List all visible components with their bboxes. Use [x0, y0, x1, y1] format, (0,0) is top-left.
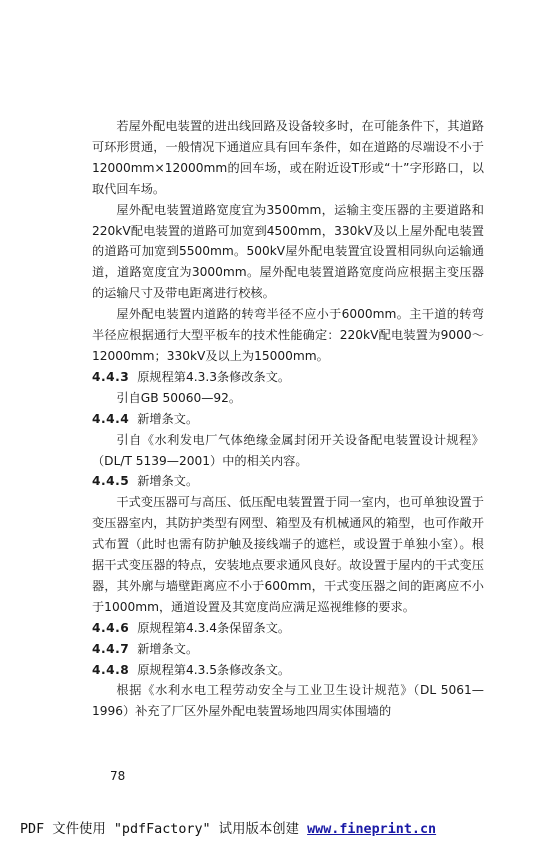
page-number: 78 [110, 769, 126, 783]
paragraph-dry-transformer: 干式变压器可与高压、低压配电装置置于同一室内，也可单独设置于变压器室内，其防护类型有网型、箱型及有机械通风的箱型，也可作敞开式布置（此时也需有防护触及接线端子的遮栏，或设置于单独小室）。根据干式变压器的特点，安装地点要求通风良好。故设置于屋内的干式变压器，其外廓与墙壁距离应不小于600mm，干式变压器之间的距离应不小于1000mm，通道设置及其宽度尚应满足巡视维修的要求。 [92, 495, 484, 614]
clause-text: 原规程第4.3.5条修改条文。 [137, 662, 291, 677]
clause-number: 4.4.3 [92, 369, 130, 384]
clause-number: 4.4.6 [92, 620, 130, 635]
clause-4-4-4 [92, 409, 484, 430]
clause-number: 4.4.5 [92, 474, 130, 489]
document-body [92, 116, 484, 722]
clause-number: 4.4.4 [92, 411, 130, 426]
clause-number: 4.4.7 [92, 641, 130, 656]
clause-4-4-3 [92, 367, 484, 388]
pdf-footer [20, 818, 436, 837]
clause-text: 新增条文。 [137, 641, 199, 656]
clause-text: 新增条文。 [137, 474, 199, 489]
footer-text: PDF 文件使用 "pdfFactory" 试用版本创建 [20, 822, 308, 837]
clause-4-4-6 [92, 618, 484, 639]
paragraph-citation-dl: 引自《水利发电厂气体绝缘金属封闭开关设备配电装置设计规程》（DL/T 5139—2001）中的相关内容。 [92, 432, 484, 468]
paragraph-safety-code: 根据《水利水电工程劳动安全与工业卫生设计规范》（DL 5061—1996）补充了厂区外屋外配电装置场地四周实体围墙的 [92, 683, 484, 719]
footer-link[interactable]: www.fineprint.cn [307, 822, 437, 837]
paragraph-citation-gb: 引自GB 50060—92。 [116, 390, 242, 405]
clause-4-4-5 [92, 471, 484, 492]
clause-text: 新增条文。 [137, 411, 199, 426]
clause-4-4-7 [92, 639, 484, 660]
paragraph-turning-radius: 屋外配电装置内道路的转弯半径不应小于6000mm。主干道的转弯半径应根据通行大型平板车的技术性能确定：220kV配电装置为9000～12000mm；330kV及以上为15000mm。 [92, 307, 484, 363]
clause-4-4-8 [92, 660, 484, 681]
clause-text: 原规程第4.3.3条修改条文。 [137, 369, 291, 384]
paragraph-road-loop: 若屋外配电装置的进出线回路及设备较多时，在可能条件下，其道路可环形贯通，一般情况下通道应具有回车条件，如在道路的尽端设不小于12000mm×12000mm的回车场，或在附近设T形或“十”字形路口，以取代回车场。 [92, 119, 484, 196]
clause-number: 4.4.8 [92, 662, 130, 677]
paragraph-road-width: 屋外配电装置道路宽度宜为3500mm，运输主变压器的主要道路和220kV配电装置的道路可加宽到4500mm，330kV及以上屋外配电装置的道路可加宽到5500mm。500kV屋外配电装置宜设置相同纵向运输通道，道路宽度宜为3000mm。屋外配电装置道路宽度尚应根据主变压器的运输尺寸及带电距离进行校核。 [92, 202, 484, 301]
clause-text: 原规程第4.3.4条保留条文。 [137, 620, 291, 635]
